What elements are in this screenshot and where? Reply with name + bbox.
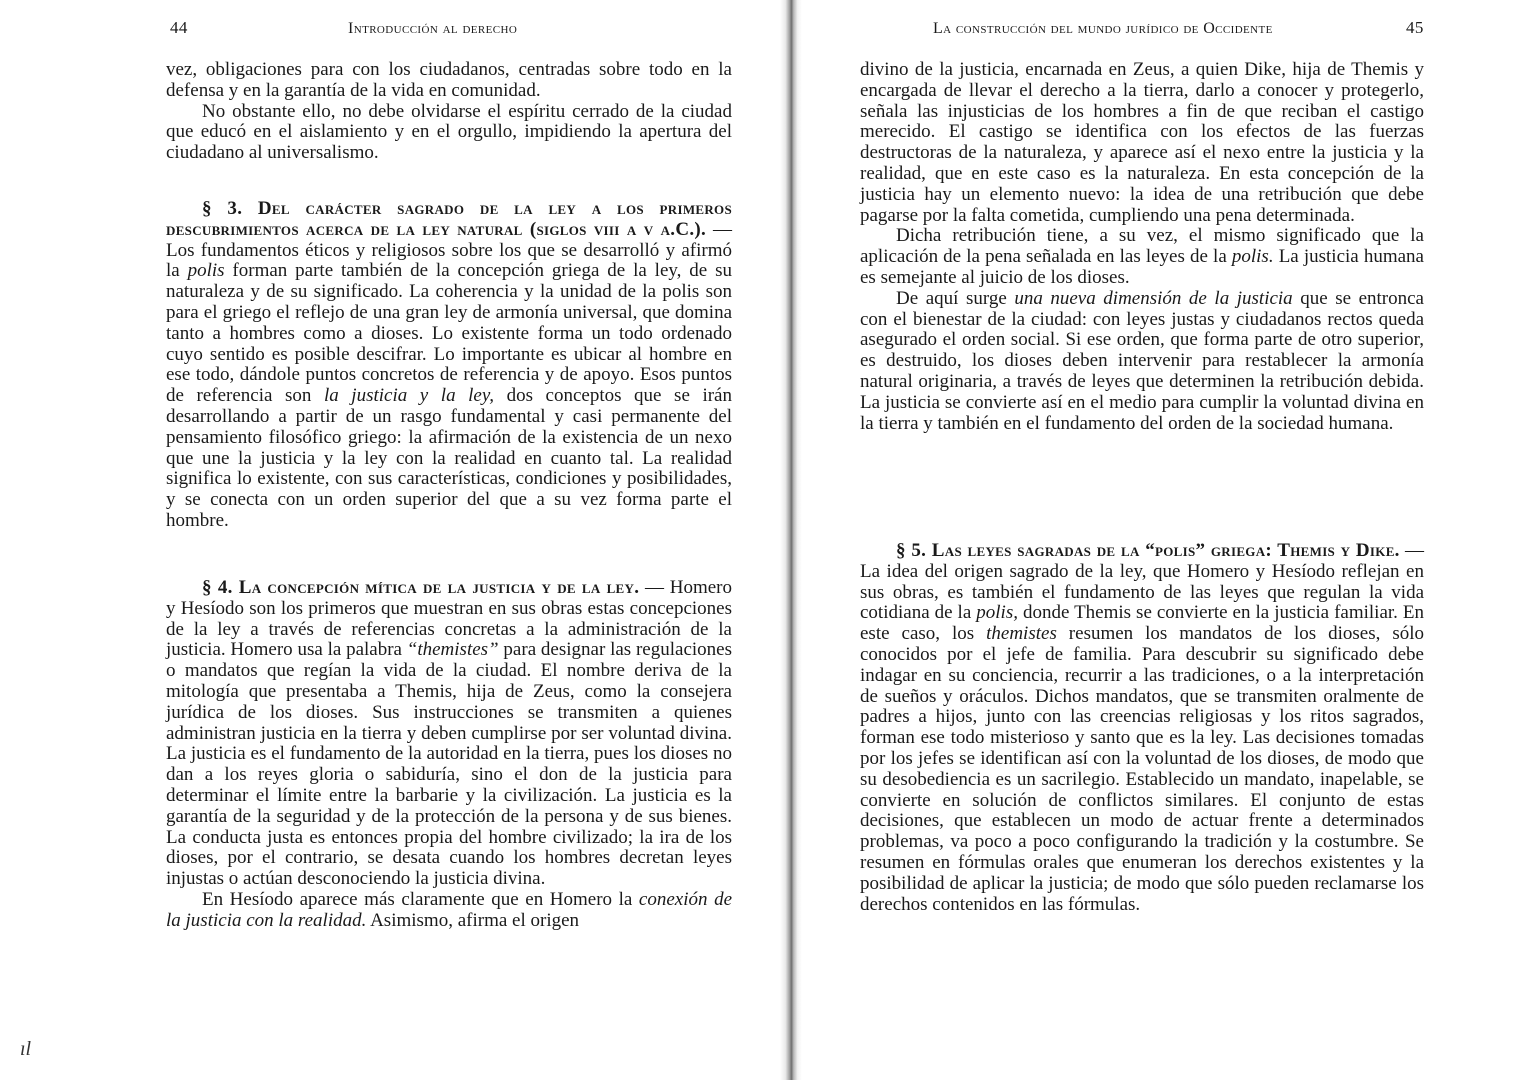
text-run: que se entronca con el bienestar de la ciudad: con leyes justas y ciudadanos rectos queda asegurado el orden social. Si ese orden, que forma parte de otro superior, es destruido, los dioses deben intervenir para restablecer la armonía natural originaria, a través de leyes que determinen la retribución debida. La justicia se convierte así en el medio para cumplir la voluntad divina en la tierra y también en el fundamento del orden de la sociedad humana. <box>860 287 1424 434</box>
page-number: 44 <box>170 18 188 37</box>
text-run: resumen los mandatos de los dioses, sólo conocidos por el jefe de familia. Para descubrir su significado debe indagar en su conciencia, recurrir a las tradiciones, o a la interpretación de sueños y oráculos. Dichos mandatos, que se transmiten oralmente de padres a hijos, junto con las creencias religiosas y los ritos sagrados, forman ese todo misterioso y santo que es la ley. Las decisiones tomadas por los jefes se identifican así con la voluntad de los dioses, de modo que su desobediencia es un sacrilegio. Establecido un mandato, inapelable, se convierte en solución de conflictos similares. El conjunto de estas decisiones, que establecen un modo de actuar frente a determinados problemas, va poco a poco configurando la tradición y la costumbre. Se resumen en fórmulas orales que enumeran los derechos existentes y la posibilidad de aplicar la justicia; de modo que sólo pueden reclamarse los derechos contenidos en las fórmulas. <box>860 623 1424 915</box>
running-header <box>800 18 1526 42</box>
section-paragraph <box>166 578 732 890</box>
text-run: — La idea del origen sagrado de la ley, que Homero y Hesíodo reflejan en sus obras, es también el fundamento de las leyes que regulan la vida cotidiana de la <box>860 540 1425 624</box>
italic-term: polis <box>187 260 225 282</box>
section-heading: § 5. Las leyes sagradas de la “polis” griega: Themis y Dike. <box>896 540 1400 561</box>
italic-term: “themistes” <box>406 639 499 661</box>
italic-term: polis. <box>1231 246 1274 268</box>
page-number: 45 <box>1406 18 1424 37</box>
paragraph <box>860 289 1424 435</box>
paragraph <box>166 890 732 932</box>
italic-term: una nueva dimensión de la justicia <box>1014 287 1293 309</box>
section-heading: § 4. La concepción mítica de la justicia y de la ley. <box>202 577 640 598</box>
text-run: para designar las regulaciones o mandatos que regían la vida de la ciudad. El nombre deriva de la mitología que presentaba a Themis, hija de Zeus, como la consejera jurídica de los dioses. Sus instrucciones se transmiten a quienes administran justicia en la tierra y deben cumplirse por ser voluntad divina. La justicia es el fundamento de la autoridad en la tierra, pues los dioses no dan a los reyes gloria o sabiduría, sino el don de la justicia para determinar el límite entre la barbarie y la civilización. La justicia es la garantía de la seguridad y de la protección de la persona y de sus bienes. La conducta justa es entonces propia del hombre civilizado; la ira de los dioses, por el contrario, se desata cuando los hombres decretan leyes injustas o actúan desconociendo la justicia divina. <box>166 639 732 890</box>
section-5 <box>860 541 1424 915</box>
text-run: La justicia humana es semejante al juicio de los dioses. <box>860 246 1424 288</box>
running-header <box>0 18 780 42</box>
book-gutter <box>780 0 802 1080</box>
text-run: donde Themis se convierte en la justicia familiar. En este caso, los <box>860 602 1425 645</box>
section-3 <box>166 199 732 532</box>
italic-term: themistes <box>986 623 1057 645</box>
text-run: dos conceptos que se irán desarrollando a partir de un rasgo fundamental y casi permanente del pensamiento filosófico griego: la afirmación de la existencia de un nexo que une la justicia y la ley con la realidad en cuanto tal. La realidad significa lo existente, con sus características, condiciones y posibilidades, y se conecta con un orden superior del que a su vez forma parte el hombre. <box>166 385 732 531</box>
text-run: Asimismo, afirma el origen <box>366 909 580 931</box>
text-run: — Homero y Hesíodo son los primeros que muestran en sus obras estas concepciones de la ley a través de referencias concretas a la administración de la justicia. Homero usa la palabra <box>166 577 732 661</box>
italic-term: la justicia y la ley, <box>323 385 494 407</box>
text-run: Dicha retribución tiene, a su vez, el mismo significado que la aplicación de la pena señalada en las leyes de la <box>860 225 1424 268</box>
right-page <box>800 0 1526 1080</box>
paragraph <box>860 226 1424 288</box>
text-run: forman parte también de la concepción griega de la ley, de su naturaleza y de su significado. La coherencia y la unidad de la polis son para el griego el reflejo de una gran ley de armonía universal, que domina tanto a hombres como a dioses. Lo existente forma un todo ordenado cuyo sentido es posible descifrar. Lo importante es ubicar al hombre en ese todo, dándole puntos concretos de referencia y de apoyo. Esos puntos de referencia son <box>166 260 732 407</box>
running-title: Introducción al derecho <box>348 20 518 37</box>
italic-term: conexión de la justicia con la realidad. <box>166 888 732 931</box>
opening-paragraphs <box>166 60 732 164</box>
text-run: De aquí surge <box>896 287 1015 309</box>
opening-paragraphs <box>860 60 1424 434</box>
section-4 <box>166 578 732 932</box>
text-run: — Los fundamentos éticos y religiosos sobre los que se desarrolló y afirmó la <box>166 218 732 282</box>
section-paragraph <box>166 199 732 532</box>
margin-mark: ıl <box>20 1038 32 1060</box>
paragraph: No obstante ello, no debe olvidarse el espíritu cerrado de la ciudad que educó en el aislamiento y en el orgullo, impidiendo la apertura del ciudadano al universalismo. <box>166 100 732 164</box>
italic-term: polis, <box>976 602 1018 624</box>
paragraph: divino de la justicia, encarnada en Zeus, a quien Dike, hija de Themis y encargada de llevar el derecho a la tierra, darlo a conocer y protegerlo, señala las injusticias de los hombres a fin de que reciban el castigo merecido. El castigo se identifica con los efectos de las fuerzas destructoras de la naturaleza, y aparece así el nexo entre la justicia y la realidad, que en este caso es la naturaleza. En esta concepción de la justicia hay un elemento nuevo: la idea de una retribución que debe pagarse por la falta cometida, cumpliendo una pena determinada. <box>860 59 1424 226</box>
text-run: En Hesíodo aparece más claramente que en Homero la <box>202 888 639 910</box>
section-paragraph <box>860 541 1424 915</box>
section-heading: § 3. Del carácter sagrado de la ley a los primeros descubrimientos acerca de la ley natural (siglos viii a v a.C.). <box>166 198 732 240</box>
running-title: La construcción del mundo jurídico de Occidente <box>933 20 1273 37</box>
paragraph: vez, obligaciones para con los ciudadanos, centradas sobre todo en la defensa y en la garantía de la vida en comunidad. <box>166 59 732 101</box>
